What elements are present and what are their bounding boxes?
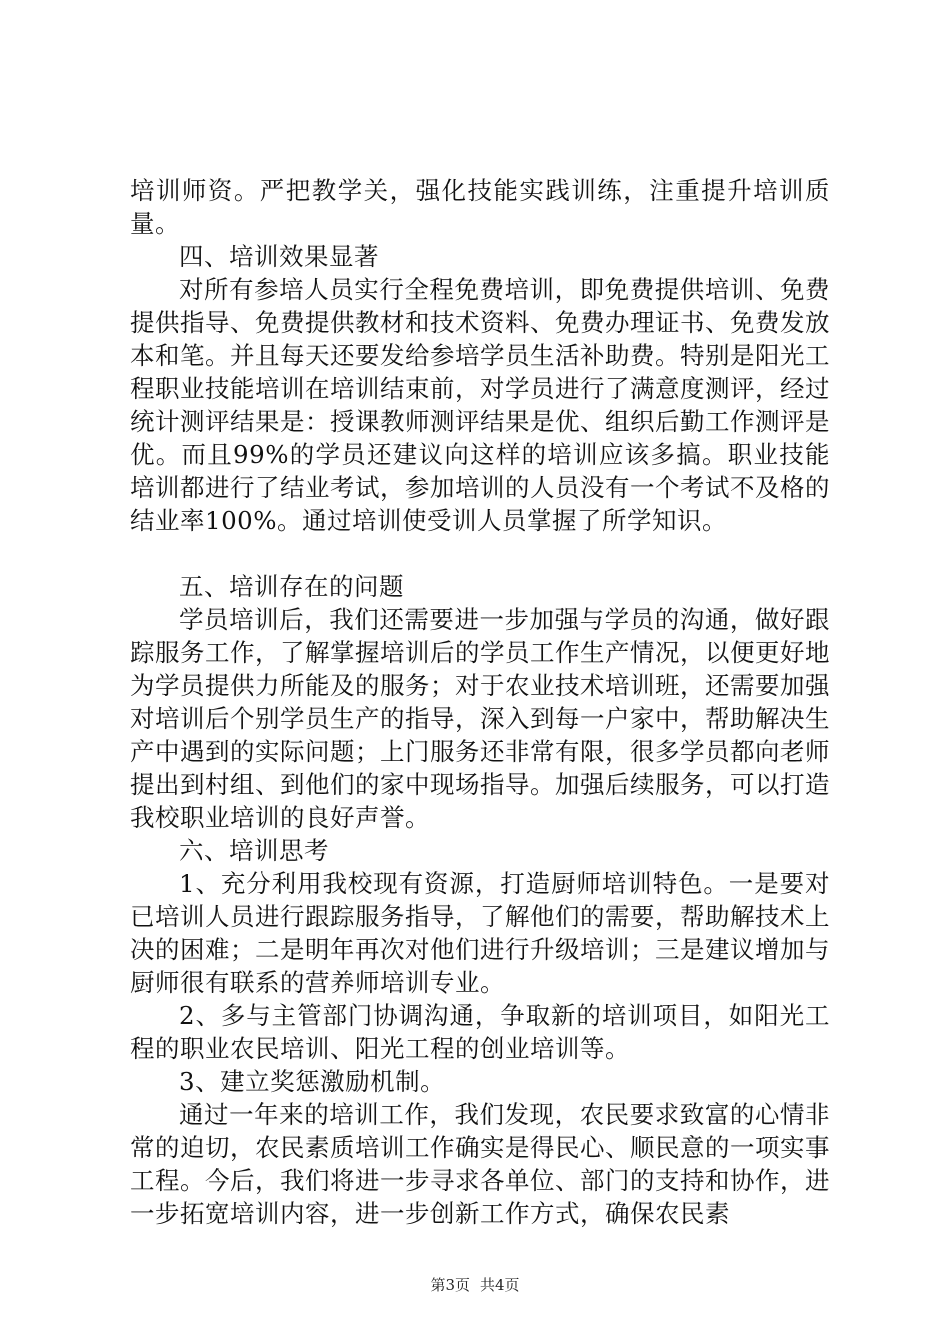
page-footer bbox=[0, 1274, 950, 1295]
paragraph-thought-1: 1、充分利用我校现有资源，打造厨师培训特色。一是要对已培训人员进行跟踪服务指导，了解他们的需要，帮助解技术上决的困难；二是明年再次对他们进行升级培训；三是建议增加与厨师很有联系的营养师培训专业。 bbox=[130, 869, 830, 997]
paragraph-training-problems: 学员培训后，我们还需要进一步加强与学员的沟通，做好跟踪服务工作，了解掌握培训后的学员工作生产情况，以便更好地为学员提供力所能及的服务；对于农业技术培训班，还需要加强对培训后个别学员生产的指导，深入到每一户家中，帮助解决生产中遇到的实际问题；上门服务还非常有限，很多学员都向老师提出到村组、到他们的家中现场指导。加强后续服务，可以打造我校职业培训的良好声誉。 bbox=[130, 605, 830, 832]
paragraph-training-results: 对所有参培人员实行全程免费培训，即免费提供培训、免费提供指导、免费提供教材和技术资料、免费办理证书、免费发放本和笔。并且每天还要发给参培学员生活补助费。特别是阳光工程职业技能培训在培训结束前，对学员进行了满意度测评，经过统计测评结果是：授课教师测评结果是优、组织后勤工作测评是优。而且99%的学员还建议向这样的培训应该多搞。职业技能培训都进行了结业考试，参加培训的人员没有一个考试不及格的结业率100%。通过培训使受训人员掌握了所学知识。 bbox=[130, 275, 830, 535]
paragraph-conclusion: 通过一年来的培训工作，我们发现，农民要求致富的心情非常的迫切，农民素质培训工作确实是得民心、顺民意的一项实事工程。今后，我们将进一步寻求各单位、部门的支持和协作，进一步拓宽培训内容，进一步创新工作方式，确保农民素 bbox=[130, 1100, 830, 1228]
page-number: 第3页 bbox=[430, 1276, 470, 1294]
paragraph-thought-2: 2、多与主管部门协调沟通，争取新的培训项目，如阳光工程的职业农民培训、阳光工程的创业培训等。 bbox=[130, 1001, 830, 1063]
paragraph-continued: 培训师资。严把教学关，强化技能实践训练，注重提升培训质量。 bbox=[130, 176, 830, 238]
section-heading-5: 五、培训存在的问题 bbox=[179, 572, 404, 601]
paragraph-thought-3: 3、建立奖惩激励机制。 bbox=[179, 1067, 446, 1096]
section-heading-6: 六、培训思考 bbox=[179, 836, 329, 865]
section-heading-4: 四、培训效果显著 bbox=[179, 242, 379, 271]
document-body bbox=[130, 174, 830, 1230]
page-total: 共4页 bbox=[480, 1276, 520, 1294]
